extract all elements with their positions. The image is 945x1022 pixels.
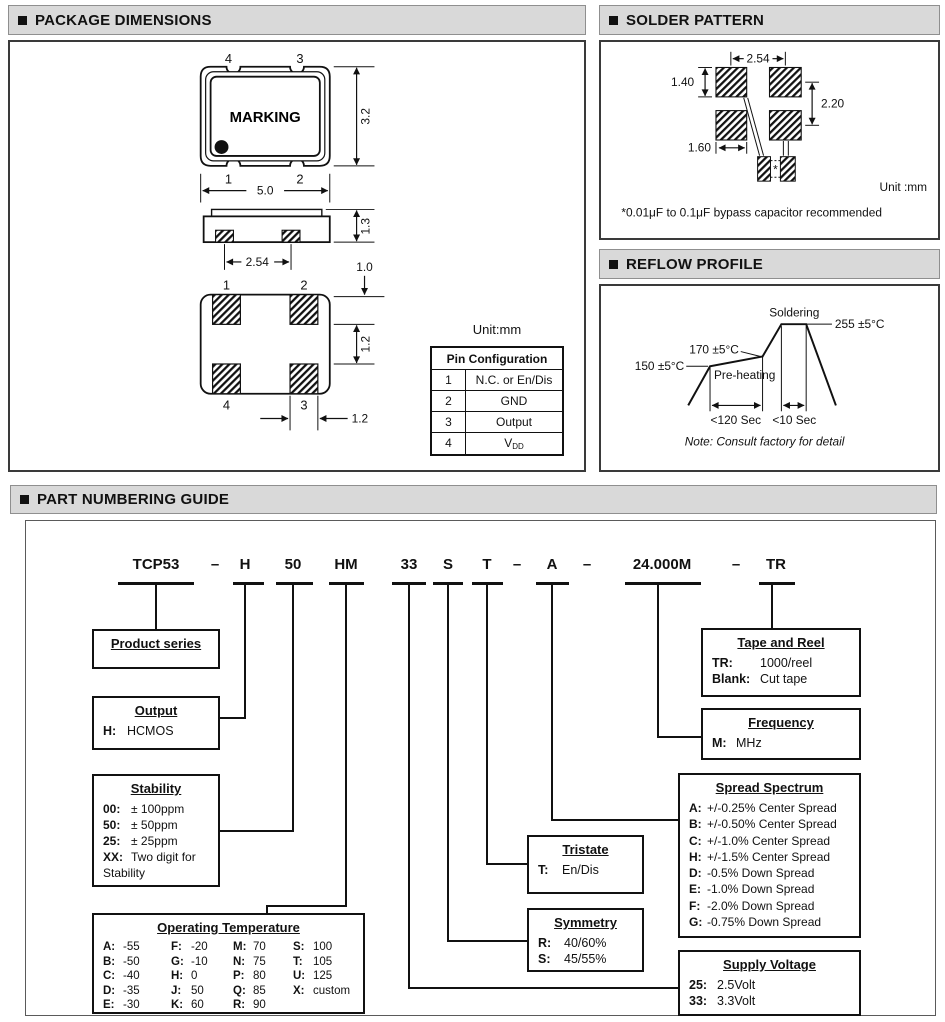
- spec-value: 100: [313, 941, 333, 953]
- part-segment-operating-temp: HM: [334, 556, 358, 573]
- spec-value: -2.0% Down Spread: [707, 898, 815, 913]
- reflow-note: Note: Consult factory for detail: [684, 434, 845, 449]
- spec-line: [689, 865, 850, 881]
- spec-line: [103, 998, 171, 1013]
- part-segment-series: TCP53: [132, 556, 180, 573]
- table-row: [432, 390, 562, 411]
- pin1-dot: [215, 140, 229, 154]
- connector-line: [155, 585, 157, 629]
- dimension-body-height: [334, 67, 375, 166]
- square-bullet-icon: [609, 260, 618, 269]
- segment-underline: [759, 582, 795, 585]
- spec-value: MHz: [736, 736, 762, 750]
- function-cell: GND: [500, 394, 528, 408]
- dimension-gap: [334, 260, 385, 297]
- operating-temperature-box: [92, 913, 365, 1014]
- spec-line: [293, 940, 356, 955]
- spec-line: [103, 969, 171, 984]
- spec-key: TR:: [712, 656, 733, 670]
- spec-key: 25:: [689, 978, 708, 992]
- spec-line: [689, 914, 850, 930]
- spec-value: En/Dis: [562, 863, 599, 877]
- spec-value: ± 100ppm: [131, 802, 185, 816]
- package-bottom-view: [201, 278, 330, 413]
- section-title: PACKAGE DIMENSIONS: [35, 11, 212, 29]
- connector-line: [220, 717, 246, 719]
- solder-pattern-header: [599, 5, 940, 35]
- spec-value: 2.5Volt: [717, 978, 756, 992]
- dimension-row-span: [805, 82, 844, 125]
- dim-label: 2.54: [245, 254, 269, 269]
- connector-line: [657, 585, 659, 738]
- dimension-pad-height: [671, 67, 712, 96]
- spec-line: [712, 735, 850, 751]
- connector-line: [771, 585, 773, 629]
- unit-label: Unit:mm: [472, 322, 522, 337]
- spec-line: [103, 955, 171, 970]
- reflow-profile-panel: [599, 284, 940, 472]
- spec-key: P:: [233, 970, 245, 983]
- spec-line: [689, 977, 850, 993]
- spec-key: 00:: [103, 802, 121, 816]
- spec-value: 50: [191, 984, 204, 997]
- spec-line: [103, 984, 171, 999]
- tape-and-reel-box: [701, 628, 861, 697]
- spec-value: -0.75% Down Spread: [707, 915, 822, 930]
- table-row: [432, 411, 562, 432]
- table-row: [432, 432, 562, 454]
- table-row: [432, 369, 562, 390]
- spec-key: S:: [293, 941, 305, 953]
- part-segment-stability: 50: [284, 556, 302, 573]
- product-series-box: [92, 629, 220, 669]
- spec-value: Stability: [103, 866, 146, 880]
- part-segment-tape: TR: [766, 556, 786, 573]
- pin-number: 4: [222, 397, 231, 413]
- dim-label: 5.0: [256, 183, 274, 198]
- square-bullet-icon: [609, 16, 618, 25]
- spec-value: 75: [253, 955, 266, 968]
- spec-line: [103, 940, 171, 955]
- part-segment-dash: –: [731, 556, 741, 573]
- spec-line: [233, 955, 293, 970]
- spec-line: [103, 817, 209, 833]
- preheat-temp-label: 150 ±5°C: [634, 359, 685, 374]
- preheat-label: Pre-heating: [713, 368, 776, 382]
- function-cell: N.C. or En/Dis: [475, 373, 553, 387]
- spec-line: [171, 998, 233, 1013]
- pin-cell: 4: [432, 433, 466, 454]
- package-dimensions-panel: [8, 40, 586, 472]
- spec-line: [689, 993, 850, 1009]
- spec-line: [689, 800, 850, 816]
- connector-line: [220, 830, 294, 832]
- spec-value: 0: [191, 970, 198, 983]
- spec-value: 80: [253, 970, 266, 983]
- dim-label: 1.2: [351, 411, 369, 426]
- spec-value: -20: [191, 941, 208, 953]
- spec-line: [689, 816, 850, 832]
- spec-key: E:: [689, 882, 701, 897]
- connector-line: [657, 736, 703, 738]
- box-title: Supply Voltage: [723, 957, 816, 972]
- spec-value: -55: [123, 941, 140, 953]
- spec-value: 40/60%: [564, 936, 607, 950]
- pin-cell: 3: [432, 412, 466, 432]
- spec-line: [689, 881, 850, 897]
- spec-key: C:: [103, 970, 116, 983]
- spec-value: Cut tape: [760, 672, 808, 686]
- spec-value: 70: [253, 941, 266, 953]
- spec-line: [233, 998, 293, 1013]
- spec-key: R:: [538, 936, 552, 950]
- pin-cell: 2: [432, 391, 466, 411]
- spec-key: H:: [103, 724, 117, 738]
- pin-number: 3: [296, 50, 304, 66]
- spec-value: +/-0.50% Center Spread: [707, 817, 837, 832]
- spec-line: [171, 955, 233, 970]
- spec-line: [293, 969, 356, 984]
- spec-line: [712, 655, 850, 671]
- part-numbering-guide-header: [10, 485, 937, 514]
- supply-voltage-box: [678, 950, 861, 1016]
- pin-number: 1: [222, 277, 231, 293]
- soldering-label: Soldering: [769, 305, 820, 320]
- package-top-view: [201, 51, 330, 187]
- part-segment-voltage: 33: [400, 556, 418, 573]
- part-segment-spread: A: [546, 556, 558, 573]
- box-title: Product series: [110, 636, 202, 651]
- spec-line: [103, 833, 209, 849]
- pin-table-header: Pin Configuration: [446, 352, 548, 366]
- spec-value: 45/55%: [564, 952, 607, 966]
- connector-line: [551, 819, 680, 821]
- part-segment-dash: –: [582, 556, 592, 573]
- box-title: Spread Spectrum: [715, 780, 824, 795]
- spec-value: -1.0% Down Spread: [707, 882, 815, 897]
- connector-line: [551, 585, 553, 821]
- spec-key: H:: [689, 849, 702, 864]
- spec-key: D:: [103, 984, 116, 997]
- solder-pattern-drawing: [601, 42, 938, 238]
- part-segment-dash: –: [210, 556, 220, 573]
- spec-line: [233, 940, 293, 955]
- frequency-box: [701, 708, 861, 760]
- spec-key: A:: [103, 941, 116, 953]
- spec-key: J:: [171, 984, 182, 997]
- dimension-pad-pitch: [731, 52, 786, 66]
- pin-number: 4: [224, 50, 233, 66]
- dimension-pad-length: [334, 324, 375, 364]
- cap-mark: *: [773, 162, 778, 177]
- spec-value: HCMOS: [127, 724, 174, 738]
- dim-label: 3.2: [358, 108, 373, 125]
- box-title: Stability: [130, 781, 182, 796]
- spec-value: -35: [123, 984, 140, 997]
- spec-value: -0.5% Down Spread: [707, 866, 815, 881]
- part-segment-dash: –: [512, 556, 522, 573]
- dimension-pad-width: [260, 396, 368, 431]
- spread-spectrum-box: [678, 773, 861, 938]
- spec-line: [233, 984, 293, 999]
- spec-line: [171, 940, 233, 955]
- spec-value: ± 50ppm: [131, 818, 178, 832]
- ramp-temp-label: 170 ±5°C: [689, 342, 739, 357]
- connector-line: [486, 585, 488, 865]
- spec-value: 60: [191, 999, 204, 1012]
- segment-underline: [233, 582, 264, 585]
- spec-key: X:: [293, 984, 305, 997]
- spec-line: [171, 969, 233, 984]
- spec-value: -50: [123, 955, 140, 968]
- function-cell: $V_{DD}$: [504, 436, 524, 451]
- pin-number: 3: [300, 397, 308, 413]
- spec-value: 3.3Volt: [717, 994, 756, 1008]
- connector-line: [447, 585, 449, 942]
- section-title: SOLDER PATTERN: [626, 11, 765, 29]
- spec-line: [712, 671, 850, 687]
- spec-value: -30: [123, 999, 140, 1012]
- part-segment-output: H: [239, 556, 251, 573]
- pin-cell: 1: [432, 370, 466, 390]
- spec-key: 50:: [103, 818, 121, 832]
- function-cell: Output: [495, 415, 533, 429]
- dim-label: 1.0: [356, 259, 373, 274]
- spec-key: A:: [689, 801, 702, 815]
- solder-pattern-panel: [599, 40, 940, 240]
- spec-line: [103, 865, 209, 881]
- spec-line: [689, 849, 850, 865]
- box-title: Symmetry: [554, 915, 617, 930]
- part-segment-frequency: 24.000M: [632, 556, 692, 573]
- connector-line: [266, 905, 347, 907]
- spec-line: [293, 984, 356, 999]
- package-side-view: [204, 209, 330, 242]
- pin-configuration-table: [430, 346, 564, 456]
- reflow-profile-chart: [601, 286, 938, 470]
- spec-key: T:: [538, 863, 549, 877]
- connector-line: [408, 987, 680, 989]
- peak-temp-label: 255 ±5°C: [834, 317, 885, 332]
- spec-key: F:: [689, 898, 701, 913]
- spec-key: B:: [689, 817, 702, 832]
- spec-key: K:: [171, 999, 184, 1012]
- spec-key: Blank:: [712, 672, 751, 686]
- segment-underline: [276, 582, 313, 585]
- spec-key: 25:: [103, 834, 121, 848]
- dim-label: 1.2: [358, 335, 373, 353]
- spec-value: +/-1.5% Center Spread: [707, 849, 831, 864]
- spec-line: [103, 723, 209, 739]
- spec-key: Q:: [233, 984, 246, 997]
- square-bullet-icon: [20, 495, 29, 504]
- box-title: Output: [134, 703, 178, 718]
- square-bullet-icon: [18, 16, 27, 25]
- spec-value: 85: [253, 984, 266, 997]
- dimension-thickness: [326, 209, 375, 242]
- pin-number: 2: [296, 171, 304, 187]
- connector-line: [486, 863, 529, 865]
- unit-label: Unit :mm: [879, 180, 928, 194]
- dim-label: 1.40: [671, 75, 695, 90]
- spec-key: U:: [293, 970, 306, 983]
- spec-line: [233, 969, 293, 984]
- stability-box: [92, 774, 220, 887]
- connector-line: [408, 585, 410, 989]
- spec-key: G:: [171, 955, 184, 968]
- solder-pads: [716, 67, 801, 140]
- connector-line: [244, 585, 246, 719]
- connector-line: [345, 585, 347, 907]
- spec-key: R:: [233, 999, 246, 1012]
- spec-key: N:: [233, 955, 246, 968]
- spec-value: -10: [191, 955, 208, 968]
- package-dimensions-header: [8, 5, 586, 35]
- spec-value: 125: [313, 970, 333, 983]
- spec-line: [689, 833, 850, 849]
- bypass-note: *0.01μF to 0.1μF bypass capacitor recommended: [621, 205, 882, 220]
- dim-label: 2.20: [821, 96, 845, 111]
- spec-key: B:: [103, 955, 116, 968]
- spec-key: M:: [712, 736, 727, 750]
- box-title: Frequency: [748, 715, 814, 730]
- preheat-time-label: <120 Sec: [710, 413, 762, 427]
- dim-label: 1.3: [358, 218, 373, 235]
- connector-line: [447, 940, 529, 942]
- spec-value: 105: [313, 955, 333, 968]
- box-title: Tristate: [562, 842, 609, 857]
- spec-value: +/-1.0% Center Spread: [707, 833, 831, 848]
- spec-key: H:: [171, 970, 184, 983]
- spec-line: [103, 801, 209, 817]
- connector-line: [292, 585, 294, 832]
- dim-label: 1.60: [687, 140, 712, 155]
- spec-line: [538, 951, 633, 967]
- spec-key: E:: [103, 999, 115, 1012]
- spec-value: ± 25ppm: [131, 834, 178, 848]
- dim-label: 2.54: [746, 51, 770, 66]
- pin-number: 2: [300, 277, 308, 293]
- spec-value: -40: [123, 970, 140, 983]
- segment-underline: [625, 582, 701, 585]
- dimension-body-width: [201, 171, 330, 203]
- section-title: REFLOW PROFILE: [626, 255, 763, 273]
- spec-line: [689, 898, 850, 914]
- spec-key: M:: [233, 941, 247, 953]
- spec-value: +/-0.25% Center Spread: [707, 801, 837, 815]
- dimension-pad-width: [688, 141, 747, 155]
- part-segment-tristate: T: [482, 556, 492, 573]
- spec-line: [293, 955, 356, 970]
- pin-number: 1: [224, 171, 233, 187]
- box-title: Tape and Reel: [737, 635, 825, 650]
- section-title: PART NUMBERING GUIDE: [37, 491, 230, 508]
- output-box: [92, 696, 220, 750]
- spec-key: F:: [171, 941, 182, 953]
- marking-label: MARKING: [229, 110, 301, 127]
- spec-key: C:: [689, 833, 702, 848]
- temperature-columns: [103, 940, 354, 1013]
- soldering-time-label: <10 Sec: [772, 413, 817, 427]
- spec-key: S:: [538, 952, 551, 966]
- spec-value: 90: [253, 999, 266, 1012]
- spec-key: G:: [689, 915, 703, 930]
- spec-line: [538, 935, 633, 951]
- spec-value: Two digit for: [131, 850, 196, 864]
- box-title: Operating Temperature: [157, 920, 300, 935]
- spec-line: [103, 849, 209, 865]
- spec-value: custom: [313, 984, 351, 997]
- spec-line: [171, 984, 233, 999]
- spec-line: [538, 862, 633, 878]
- reflow-profile-header: [599, 249, 940, 279]
- dimension-pad-pitch: [225, 244, 292, 270]
- spec-key: D:: [689, 866, 702, 881]
- spec-key: XX:: [103, 850, 124, 864]
- symmetry-box: [527, 908, 644, 972]
- spec-key: T:: [293, 955, 303, 968]
- part-segment-symmetry: S: [442, 556, 454, 573]
- spec-key: 33:: [689, 994, 708, 1008]
- spec-value: 1000/reel: [760, 656, 813, 670]
- tristate-box: [527, 835, 644, 894]
